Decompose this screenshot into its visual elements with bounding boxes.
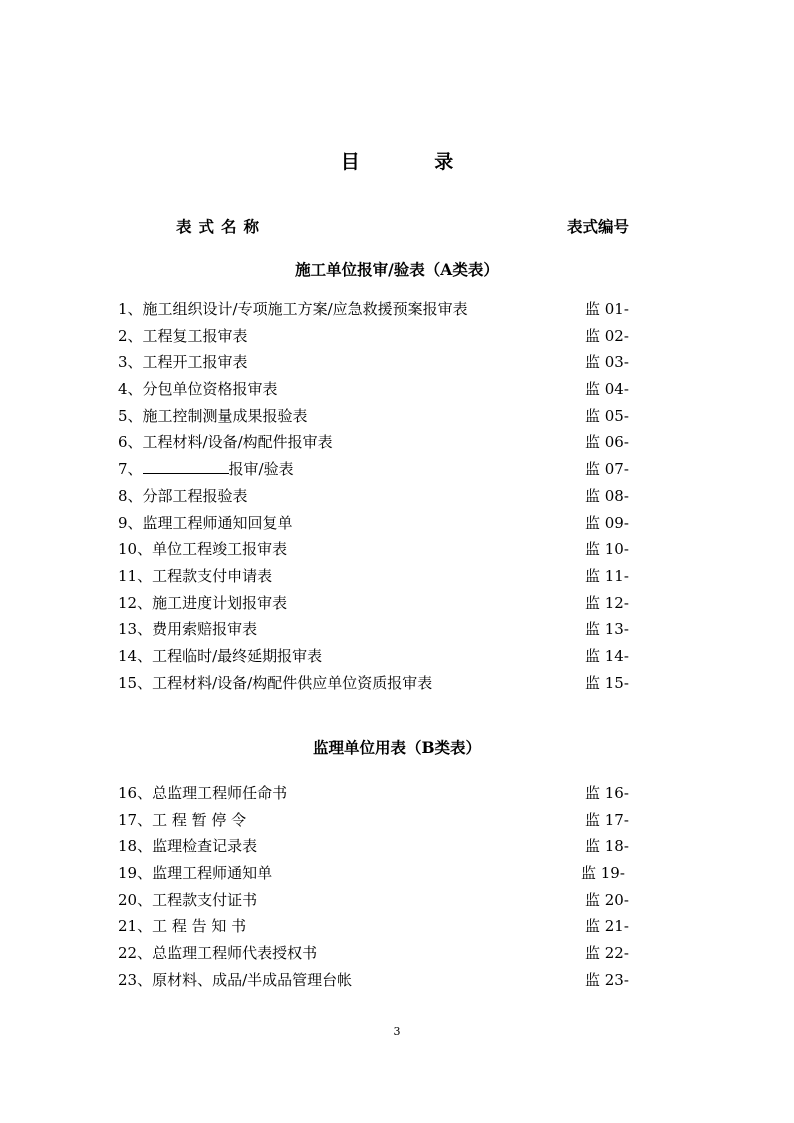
list-item bbox=[118, 298, 633, 325]
item-label: 4、分包单位资格报审表 bbox=[118, 380, 278, 399]
list-item bbox=[118, 618, 633, 645]
item-code: 监 16- bbox=[585, 784, 629, 802]
item-label: 15、工程材料/设备/构配件供应单位资质报审表 bbox=[118, 673, 433, 692]
page-number: 3 bbox=[393, 1025, 401, 1038]
column-header-form-code: 表式编号 bbox=[567, 217, 630, 236]
item-label: 12、施工进度计划报审表 bbox=[118, 593, 288, 612]
item-label: 23、原材料、成品/半成品管理台帐 bbox=[118, 970, 353, 989]
item-code: 监 21- bbox=[585, 917, 629, 936]
item-code: 监 12- bbox=[585, 593, 629, 612]
item-code: 监 01- bbox=[585, 300, 629, 318]
list-item bbox=[118, 325, 633, 352]
item-code: 监 13- bbox=[585, 620, 629, 639]
list-item bbox=[118, 592, 633, 619]
item-code: 监 23- bbox=[585, 970, 629, 989]
item-code: 监 14- bbox=[585, 646, 629, 665]
item-code: 监 04- bbox=[585, 380, 629, 399]
column-header-form-name: 表式名称 bbox=[176, 217, 267, 236]
section-a-list bbox=[118, 298, 633, 698]
item-code: 监 15- bbox=[585, 673, 629, 692]
item-code: 监 09- bbox=[585, 513, 629, 532]
item-code: 监 07- bbox=[585, 460, 629, 479]
item-label: 10、单位工程竣工报审表 bbox=[118, 540, 288, 559]
page-title: 目 录 bbox=[340, 151, 488, 173]
item-code: 监 19- bbox=[581, 864, 625, 883]
list-item bbox=[118, 835, 633, 862]
item-label: 3、工程开工报审表 bbox=[118, 353, 248, 372]
list-item bbox=[118, 862, 633, 889]
item-label: 2、工程复工报审表 bbox=[118, 326, 248, 345]
item-label: 11、工程款支付申请表 bbox=[118, 566, 273, 585]
list-item bbox=[118, 782, 633, 809]
item-label: 22、总监理工程师代表授权书 bbox=[118, 944, 318, 963]
item-code: 监 08- bbox=[585, 486, 629, 505]
list-item bbox=[118, 351, 633, 378]
list-item bbox=[118, 378, 633, 405]
item-code: 监 22- bbox=[585, 944, 629, 963]
item-label: 9、监理工程师通知回复单 bbox=[118, 513, 293, 532]
list-item bbox=[118, 485, 633, 512]
item-label: 21、工 程 告 知 书 bbox=[118, 917, 247, 936]
item-label: 6、工程材料/设备/构配件报审表 bbox=[118, 433, 333, 452]
item-code: 监 03- bbox=[585, 353, 629, 372]
item-label: 19、监理工程师通知单 bbox=[118, 864, 273, 883]
item-code: 监 10- bbox=[585, 540, 629, 559]
list-item bbox=[118, 942, 633, 969]
list-item bbox=[118, 538, 633, 565]
list-item bbox=[118, 405, 633, 432]
item-code: 监 20- bbox=[585, 890, 629, 909]
item-code: 监 02- bbox=[585, 326, 629, 345]
list-item bbox=[118, 889, 633, 916]
list-item bbox=[118, 969, 633, 996]
list-item bbox=[118, 672, 633, 699]
item-label: 5、施工控制测量成果报验表 bbox=[118, 406, 308, 425]
list-item bbox=[118, 915, 633, 942]
item-label: 7、 报审/验表 bbox=[118, 460, 294, 479]
item-label: 8、分部工程报验表 bbox=[118, 486, 248, 505]
item-label: 13、费用索赔报审表 bbox=[118, 620, 258, 639]
list-item bbox=[118, 458, 633, 485]
list-item bbox=[118, 512, 633, 539]
blank-underline bbox=[143, 458, 229, 474]
section-title-a: 施工单位报审/验表（A类表） bbox=[295, 260, 499, 279]
item-label: 1、施工组织设计/专项施工方案/应急救援预案报审表 bbox=[118, 300, 468, 318]
item-label: 17、工 程 暂 停 令 bbox=[118, 810, 247, 829]
item-label: 20、工程款支付证书 bbox=[118, 890, 258, 909]
item-code: 监 05- bbox=[585, 406, 629, 425]
section-title-b: 监理单位用表（B类表） bbox=[312, 738, 482, 757]
list-item bbox=[118, 809, 633, 836]
item-label: 18、监理检查记录表 bbox=[118, 837, 258, 856]
item-label: 14、工程临时/最终延期报审表 bbox=[118, 646, 323, 665]
item-code: 监 06- bbox=[585, 433, 629, 452]
list-item bbox=[118, 645, 633, 672]
item-code: 监 17- bbox=[585, 810, 629, 829]
list-item bbox=[118, 431, 633, 458]
list-item bbox=[118, 565, 633, 592]
item-label: 16、总监理工程师任命书 bbox=[118, 784, 288, 802]
section-b-list bbox=[118, 782, 633, 996]
item-code: 监 11- bbox=[585, 566, 629, 585]
item-code: 监 18- bbox=[585, 837, 629, 856]
